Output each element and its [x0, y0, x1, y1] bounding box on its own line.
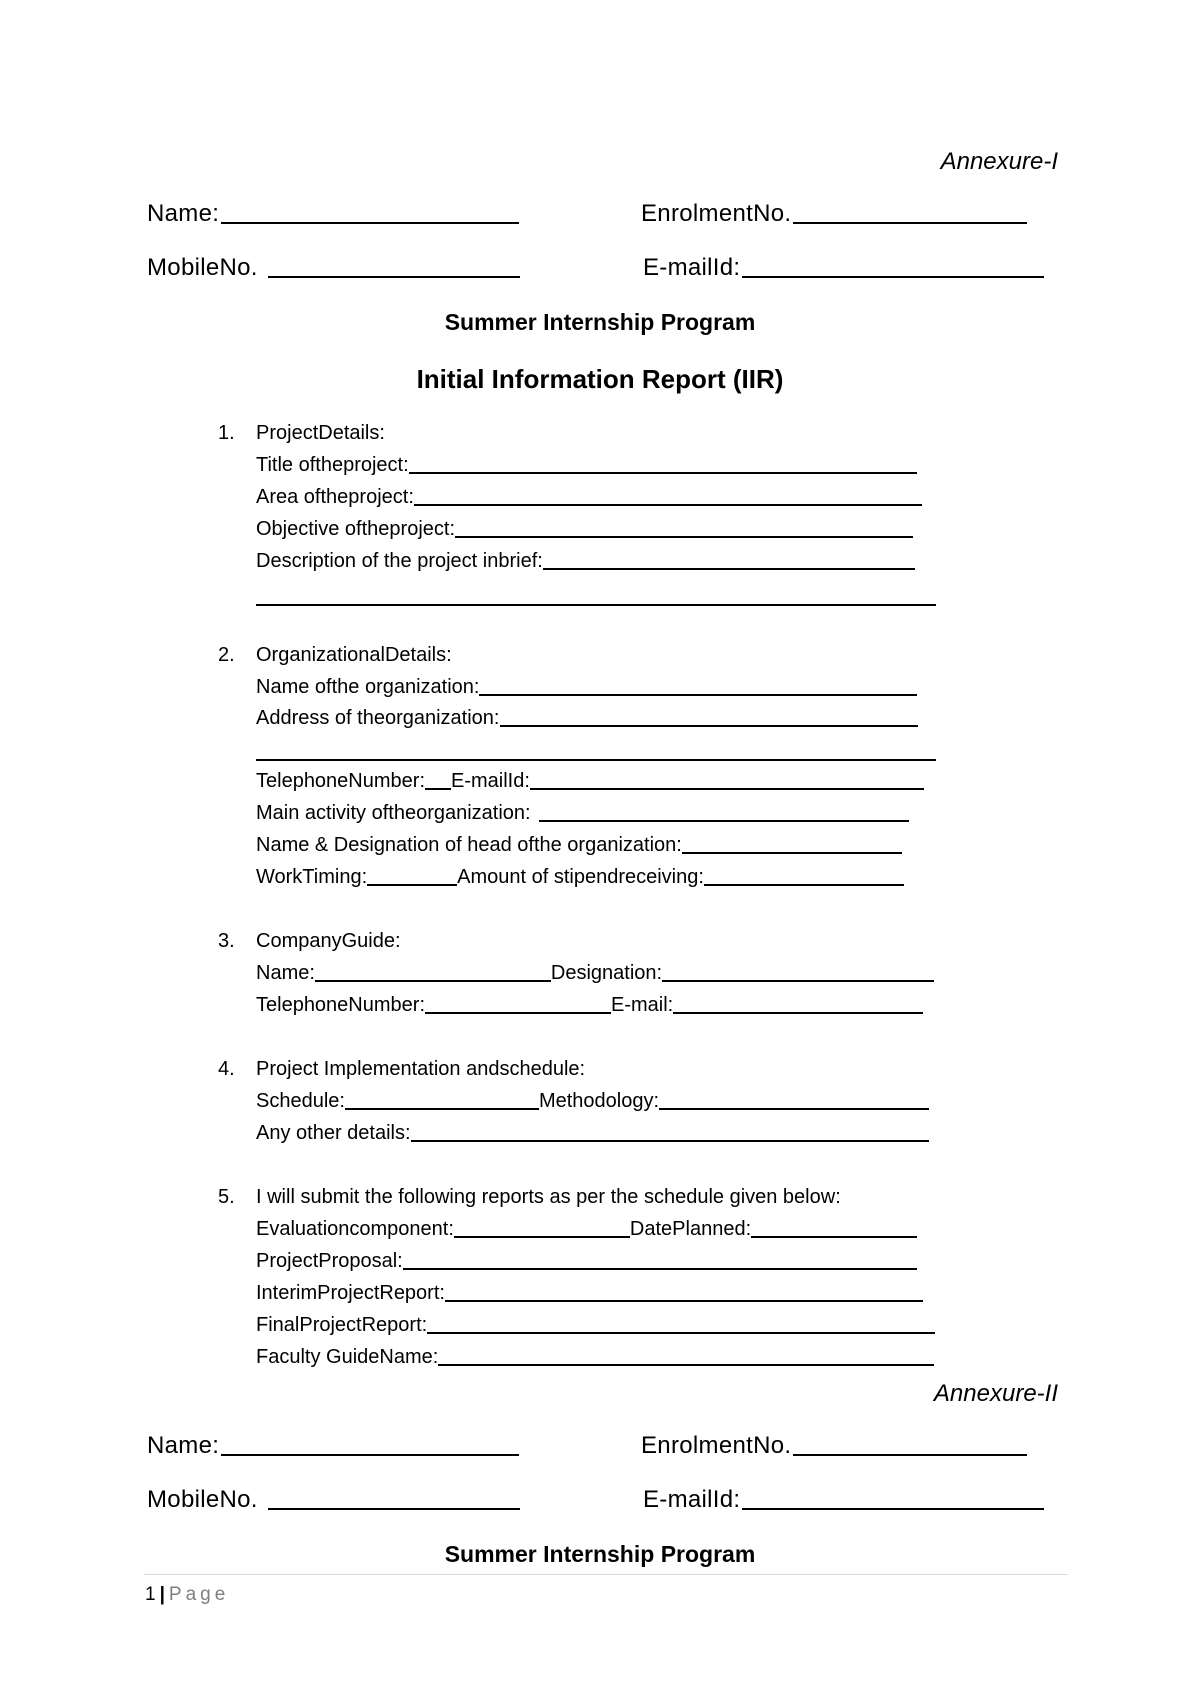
mobile-field-2[interactable] — [147, 1486, 520, 1514]
interim-report-label: InterimProjectReport: — [256, 1282, 445, 1304]
interim-report-line — [445, 1300, 923, 1302]
final-report-label: FinalProjectReport: — [256, 1314, 428, 1336]
proposal-field[interactable] — [256, 1250, 917, 1273]
org-contact-field[interactable] — [256, 770, 924, 793]
program-title: Summer Internship Program — [444, 309, 756, 335]
stipend-line — [704, 884, 904, 886]
enrolment-line-2 — [793, 1454, 1027, 1456]
project-description-field[interactable] — [256, 550, 915, 573]
work-timing-label: WorkTiming: — [256, 866, 368, 888]
methodology-line — [659, 1108, 929, 1110]
project-area-label: Area oftheproject: — [256, 486, 414, 508]
guide-name-label: Name: — [256, 962, 315, 984]
project-description-line — [543, 568, 915, 570]
org-email-line — [530, 788, 924, 790]
guide-designation-label: Designation: — [550, 962, 663, 984]
methodology-label: Methodology: — [538, 1090, 660, 1112]
section-2-number: 2. — [218, 644, 235, 666]
email-line-2 — [742, 1508, 1044, 1510]
org-head-line — [682, 852, 902, 854]
mobile-field[interactable] — [147, 254, 520, 282]
mobile-line — [268, 276, 520, 278]
guide-telephone-line — [425, 1012, 611, 1014]
other-details-line — [411, 1140, 929, 1142]
section-3-heading: CompanyGuide: — [256, 930, 401, 952]
faculty-guide-field[interactable] — [256, 1346, 934, 1369]
project-area-field[interactable] — [256, 486, 922, 509]
name-line-2 — [221, 1454, 519, 1456]
section-5-number: 5. — [218, 1186, 235, 1208]
work-timing-line — [367, 884, 457, 886]
guide-name-line — [315, 980, 551, 982]
org-head-label: Name & Designation of head ofthe organization: — [256, 834, 682, 856]
org-address-label: Address of theorganization: — [256, 707, 500, 729]
interim-report-field[interactable] — [256, 1282, 923, 1305]
org-email-label: E-mailId: — [451, 770, 530, 792]
project-title-line — [409, 472, 917, 474]
proposal-line — [403, 1268, 917, 1270]
section-4-number: 4. — [218, 1058, 235, 1080]
email-label: E-mailId: — [643, 254, 741, 281]
final-report-line — [427, 1332, 935, 1334]
stipend-label: Amount of stipendreceiving: — [457, 866, 704, 888]
guide-designation-line — [662, 980, 934, 982]
email-label-2: E-mailId: — [643, 1486, 741, 1513]
footer-divider — [144, 1574, 1068, 1575]
annexure-2-label: Annexure-II — [933, 1380, 1058, 1407]
name-field-2[interactable] — [147, 1432, 519, 1460]
schedule-label: Schedule: — [256, 1090, 345, 1112]
other-details-label: Any other details: — [256, 1122, 411, 1144]
name-line — [221, 222, 519, 224]
evaluation-label: Evaluationcomponent: — [256, 1218, 454, 1240]
guide-email-label: E-mail: — [611, 994, 674, 1016]
enrolment-label-2: EnrolmentNo. — [641, 1432, 792, 1459]
enrolment-label: EnrolmentNo. — [641, 200, 792, 227]
org-address-line-2[interactable] — [256, 759, 936, 761]
org-name-label: Name ofthe organization: — [256, 676, 480, 698]
section-3-number: 3. — [218, 930, 235, 952]
schedule-field[interactable] — [256, 1090, 929, 1113]
enrolment-field[interactable] — [641, 200, 1027, 228]
annexure-label: Annexure-I — [940, 148, 1058, 175]
project-objective-label: Objective oftheproject: — [256, 518, 455, 540]
mobile-label: MobileNo. — [147, 254, 258, 281]
org-name-field[interactable] — [256, 676, 917, 699]
org-head-field[interactable] — [256, 834, 902, 857]
date-planned-line — [751, 1236, 917, 1238]
project-title-field[interactable] — [256, 454, 917, 477]
project-objective-line — [455, 536, 913, 538]
project-objective-field[interactable] — [256, 518, 913, 541]
name-label: Name: — [147, 200, 220, 227]
program-title-2: Summer Internship Program — [444, 1541, 756, 1567]
evaluation-field[interactable] — [256, 1218, 917, 1241]
org-telephone-label: TelephoneNumber: — [256, 770, 425, 792]
enrolment-line — [793, 222, 1027, 224]
section-4-heading: Project Implementation andschedule: — [256, 1058, 586, 1080]
project-description-line-2[interactable] — [256, 604, 936, 606]
project-area-line — [414, 504, 922, 506]
date-planned-label: DatePlanned: — [629, 1218, 752, 1240]
section-5-heading: I will submit the following reports as per the schedule given below: — [256, 1186, 841, 1208]
email-field-2[interactable] — [643, 1486, 1044, 1514]
email-field[interactable] — [643, 254, 1044, 282]
page-number: 1 — [145, 1584, 156, 1605]
org-activity-label: Main activity oftheorganization: — [256, 802, 531, 824]
schedule-line — [345, 1108, 539, 1110]
org-activity-line — [539, 820, 909, 822]
email-line — [742, 276, 1044, 278]
faculty-guide-label: Faculty GuideName: — [256, 1346, 439, 1368]
org-activity-field[interactable] — [256, 802, 909, 825]
project-title-label: Title oftheproject: — [256, 454, 409, 476]
guide-telephone-label: TelephoneNumber: — [256, 994, 425, 1016]
work-stipend-field[interactable] — [256, 866, 904, 889]
other-details-field[interactable] — [256, 1122, 929, 1145]
name-label-2: Name: — [147, 1432, 220, 1459]
evaluation-line — [454, 1236, 630, 1238]
proposal-label: ProjectProposal: — [256, 1250, 403, 1272]
section-1-heading: ProjectDetails: — [256, 422, 385, 444]
guide-name-field[interactable] — [256, 962, 934, 985]
project-description-label: Description of the project inbrief: — [256, 550, 543, 572]
mobile-label-2: MobileNo. — [147, 1486, 258, 1513]
guide-contact-field[interactable] — [256, 994, 923, 1017]
enrolment-field-2[interactable] — [641, 1432, 1027, 1460]
report-title: Initial Information Report (IIR) — [416, 364, 784, 394]
guide-email-line — [673, 1012, 923, 1014]
mobile-line-2 — [268, 1508, 520, 1510]
org-name-line — [479, 694, 917, 696]
org-address-line — [500, 725, 918, 727]
page-separator: | — [159, 1584, 165, 1605]
faculty-guide-line — [438, 1364, 934, 1366]
final-report-field[interactable] — [256, 1314, 935, 1337]
name-field[interactable] — [147, 200, 519, 228]
page-footer — [145, 1584, 229, 1606]
section-2-heading: OrganizationalDetails: — [256, 644, 452, 666]
org-address-field[interactable] — [256, 707, 918, 730]
section-1-number: 1. — [218, 422, 235, 444]
page-label: Page — [168, 1584, 230, 1605]
org-telephone-line — [425, 788, 451, 790]
